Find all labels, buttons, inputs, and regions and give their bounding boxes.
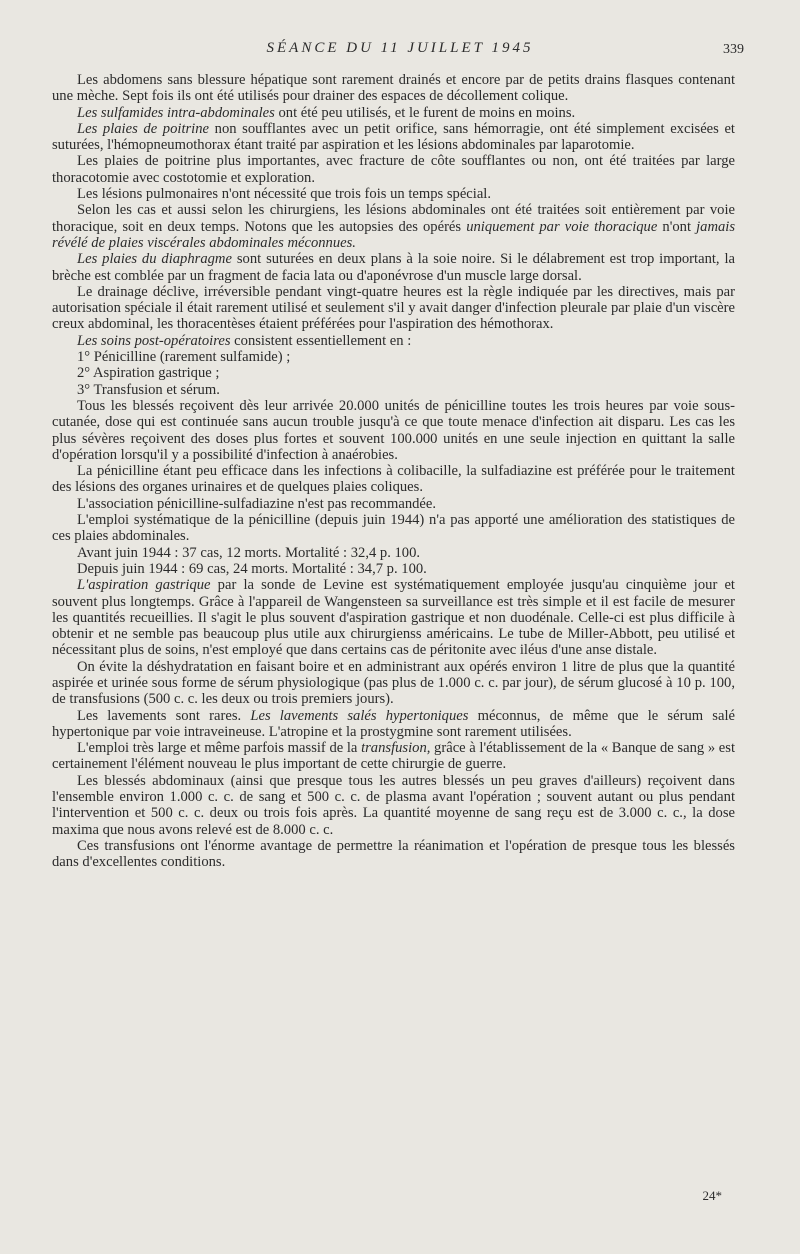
text-run: On évite la déshydratation en faisant boire et en administrant aux opérés environ 1 litre de plus que la quantité aspirée et urinée sous forme de sérum physiologique (pas plus de 1.000 c. c. par jour), de sérum glucosé à 10 p. 100, de transfusions (500 c. c. les deux ou trois premiers jours). xyxy=(52,658,735,708)
italic-phrase: Les soins post-opératoires xyxy=(77,332,231,349)
text-run: Tous les blessés reçoivent dès leur arrivée 20.000 unités de pénicilline toutes les trois heures par voie sous-cutanée, dose qui est continuée sans aucun trouble jusqu'à ce que toute menace d'infection ait disparu. Les cas les plus sévères reçoivent des doses plus fortes et souvent 100.000 unités en une seule injection en quittant la salle d'opération lorsqu'il y a possibilité d'infection à anaérobies. xyxy=(52,397,735,463)
paragraph xyxy=(52,398,735,463)
paragraph xyxy=(52,561,735,577)
running-title: SÉANCE DU 11 JUILLET 1945 xyxy=(266,40,534,56)
paragraph xyxy=(52,153,735,186)
page-number: 339 xyxy=(723,42,744,57)
paragraph xyxy=(52,659,735,708)
paragraph xyxy=(52,251,735,284)
text-run: n'ont xyxy=(657,218,697,235)
paragraph xyxy=(52,773,735,838)
text-run: 3° Transfusion et sérum. xyxy=(77,381,220,398)
text-run: Les lésions pulmonaires n'ont nécessité que trois fois un temps spécial. xyxy=(77,186,492,203)
paragraph xyxy=(52,365,735,381)
text-run: Selon les cas et aussi selon les chirurgiens, les lésions abdominales ont été traitées soit entièrement par voie thoracique, soit en deux temps. Notons que les autopsies des opérés xyxy=(52,202,735,235)
text-run: Les lavements sont rares. xyxy=(77,707,251,724)
italic-phrase: uniquement par voie thoracique xyxy=(466,218,658,235)
paragraph xyxy=(52,186,735,202)
paragraph xyxy=(52,463,735,496)
text-run: L'emploi systématique de la pénicilline (depuis juin 1944) n'a pas apporté une amélioration des statistiques de ces plaies abdominales. xyxy=(52,512,735,545)
text-run: Depuis juin 1944 : 69 cas, 24 morts. Mortalité : 34,7 p. 100. xyxy=(77,560,427,577)
paragraph xyxy=(52,577,735,658)
body-text xyxy=(52,72,735,871)
paragraph xyxy=(52,382,735,398)
paragraph xyxy=(52,708,735,741)
italic-phrase: transfusion, xyxy=(361,740,431,757)
text-run: non soufflantes avec un petit orifice, sans hémorragie, ont été simplement excisées et suturées, l'hémopneumothorax étant traité par aspiration et les lésions abdominales par laparotomie. xyxy=(52,120,735,154)
italic-phrase: Les sulfamides intra-abdominales xyxy=(77,104,275,121)
text-run: méconnus, de même que le sérum salé hypertonique par voie intraveineuse. L'atropine et la prostygmine sont rarement utilisées. xyxy=(52,707,735,740)
paragraph xyxy=(52,284,735,333)
paragraph xyxy=(52,333,735,349)
page-header xyxy=(0,40,800,60)
paragraph xyxy=(52,545,735,561)
paragraph xyxy=(52,496,735,512)
text-run: sont suturées en deux plans à la soie noire. Si le délabrement est trop important, la brèche est comblée par un fragment de facia lata ou d'aponévrose d'un muscle large dorsal. xyxy=(52,251,735,284)
italic-phrase: Les plaies du diaphragme xyxy=(77,251,232,268)
paragraph xyxy=(52,72,735,105)
italic-phrase: jamais révélé de plaies viscérales abdominales méconnues. xyxy=(52,218,736,251)
signature-mark: 24* xyxy=(702,1188,722,1203)
text-run: Les plaies de poitrine plus importantes, avec fracture de côte soufflantes ou non, ont été traitées par large thoracotomie avec costotomie et exploration. xyxy=(52,153,735,186)
paragraph xyxy=(52,838,735,871)
text-run: consistent essentiellement en : xyxy=(230,332,412,349)
paragraph xyxy=(52,121,735,154)
text-run: L'emploi très large et même parfois massif de la xyxy=(77,740,362,757)
text-run: ont été peu utilisés, et le furent de moins en moins. xyxy=(274,104,576,121)
text-run: Avant juin 1944 : 37 cas, 12 morts. Mortalité : 32,4 p. 100. xyxy=(77,544,421,561)
paragraph xyxy=(52,512,735,545)
paragraph xyxy=(52,740,735,773)
italic-phrase: Les lavements salés hypertoniques xyxy=(250,707,469,724)
paragraph xyxy=(52,349,735,365)
italic-phrase: L'aspiration gastrique xyxy=(77,577,211,594)
text-run: Le drainage déclive, irréversible pendant vingt-quatre heures est la règle indiquée par les directives, mais par autorisation spéciale il était rarement utilisé et seulement s'il y avait danger d'infection pleurale par plaie d'un viscère creux abdominal, les thoracentèses étaient préférées pour l'aspiration des hémothorax. xyxy=(52,283,735,333)
italic-phrase: Les plaies de poitrine xyxy=(77,120,210,137)
text-run: Les blessés abdominaux (ainsi que presque tous les autres blessés un peu graves d'ailleurs) reçoivent dans l'ensemble environ 1.000 c. c. de sang et 500 c. c. de plasma avant l'opération ; souvent autant ou plus pendant l'intervention et 500 c. c. deux ou trois fois après. La quantité moyenne de sang reçu est de 3.000 c. c., la dose maxima que nous avons relevé est de 8.000 c. c. xyxy=(52,772,735,838)
text-run: Les abdomens sans blessure hépatique sont rarement drainés et encore par de petits drains flasques contenant une mèche. Sept fois ils ont été utilisés pour drainer des espaces de décollement colique. xyxy=(52,72,735,105)
text-run: L'association pénicilline-sulfadiazine n'est pas recommandée. xyxy=(77,495,437,512)
paragraph xyxy=(52,105,735,121)
text-run: grâce à l'établissement de la « Banque de sang » est certainement l'élément nouveau le plus important de cette chirurgie de guerre. xyxy=(52,740,735,773)
text-run: 1° Pénicilline (rarement sulfamide) ; xyxy=(77,349,291,366)
text-run: Ces transfusions ont l'énorme avantage de permettre la réanimation et l'opération de presque tous les blessés dans d'excellentes conditions. xyxy=(52,837,735,871)
text-run: par la sonde de Levine est systématiquement employée jusqu'au cinquième jour et souvent plus longtemps. Grâce à l'appareil de Wangensteen sa surveillance est très simple et il est facile de mesurer les quantités recueillies. Il s'agit le plus souvent d'aspiration gastrique et non duodénale. Celle-ci est plus difficile à obtenir et ne semble pas beaucoup plus utile aux chirurgienss américains. Le tube de Miller-Abbott, peu utilisé et nécessitant plus de soins, n'est employé que dans certains cas de péritonite avec iléus d'une anse distale. xyxy=(52,577,735,659)
text-run: La pénicilline étant peu efficace dans les infections à colibacille, la sulfadiazine est préférée pour le traitement des lésions des organes urinaires et de quelques plaies coliques. xyxy=(52,463,735,496)
paragraph xyxy=(52,202,735,251)
text-run: 2° Aspiration gastrique ; xyxy=(77,365,220,382)
